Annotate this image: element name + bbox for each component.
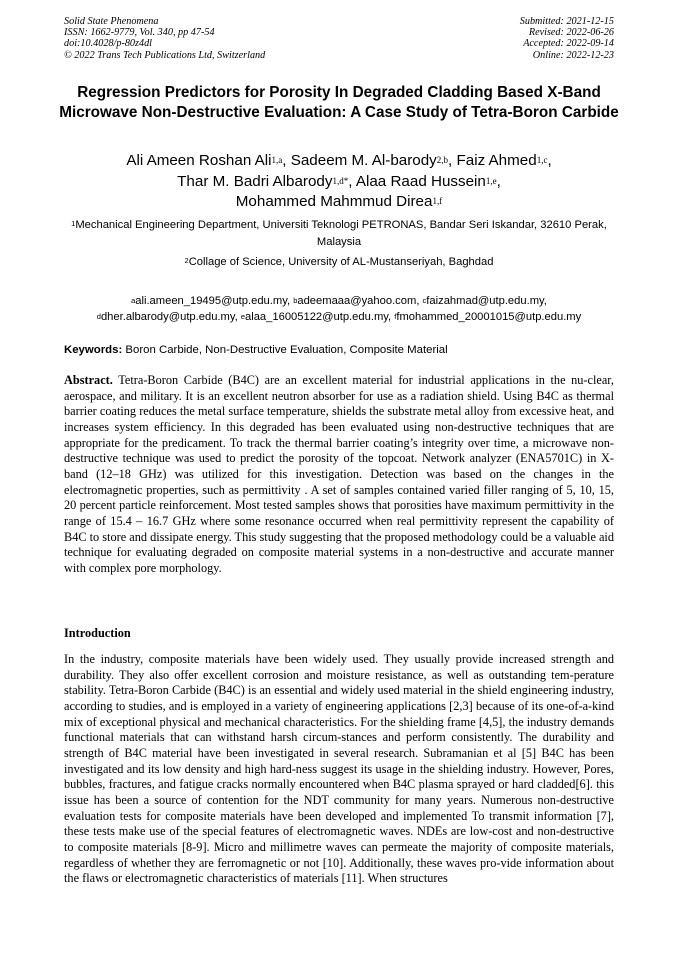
publication-dates [520,16,614,61]
author-affiliation-mark: 1,f [432,196,443,206]
author-affiliation-mark: 1,a [271,155,283,165]
abstract-text: Tetra-Boron Carbide (B4C) are an excellent material for industrial applications in the nu-clear, aerospace, and military. It is an excellent neutron absorber for use as a radiation shield. Using B4C as thermal barrier coating reduces the metal surface temperature, shields the substrate metal alloy from excessive heat, and increases system efficiency. In this degraded has been evaluated using non-destructive techniques that are appropriate for the predicament. To track the thermal barrier coating’s integrity over time, a microwave non-destructive technique was used to predict the porosity of the topcoat. Network analyzer (ENA5701C) in X-band (12–18 GHz) was utilized for this investigation. Detection was based on the changes in the electromagnetic properties, such as permittivity . A set of samples contained varied filler ranging of 5, 10, 15, 20 percent particle reinforcement. Most tested samples shows that porosities have maximum permittivity in the range of 15.4 – 16.7 GHz where some resonance occurred when real permittivity represent the capability of B4C to store and dissipate energy. This study suggesting that the proposed methodology could be a valuable aid technique for evaluating degraded on composite material systems in a non-destructive and accurate manner with complex pore morphology. [64,373,614,575]
author-name: Sadeem M. Al-barody [290,152,437,169]
keywords-label: Keywords: [64,344,123,356]
email-link[interactable]: adeemaaa@yahoo.com [297,295,417,307]
date-accepted: Accepted: 2022-09-14 [523,38,614,50]
introduction-text: In the industry, composite materials have been widely used. They usually provide increased strength and durability. They also offer excellent corrosion and moisture resistance, as well as outstanding tem-perature stability. Tetra-Boron Carbide (B4C) is an essential and widely used material in the shield engineering industry, according to studies, and is employed in a variety of engineering applications [2,3] because of its one-of-a-kind mix of exceptional physical and mechanical characteristics. For the shielding frame [4,5], the industry demands functional materials that can withstand harsh circum-stances and perform consistently. The durability and strength of B4C material have been investigated in several research. Subramanian et al [5] B4C has been investigated and its low density and high hard-ness suggest its usage in the shielding industry. However, Pores, bubbles, fractures, and fatigue cracks normally encountered when B4C plasma sprayed or hard cladded[6]. this issue has been a source of contention for the NDT community for many years. Numerous non-destructive evaluation tests for composite materials have been developed and implemented To transmit information [7], these tests make use of the special features of electromagnetic waves. NDEs are low-cost and non-destructive to composite materials [8-9]. Micro and millimetre waves can permeate the majority of composite materials, regardless of whether they are ferromagnetic or not [10]. Additionally, these waves pro-vide information about the flaws or electromagnetic characteristics of materials [11]. When structures [64,652,614,886]
affiliation-mark: 2 [184,256,189,265]
email-link[interactable]: dher.albarody@utp.edu.my [100,310,235,323]
journal-copyright: © 2022 Trans Tech Publications Ltd, Switzerland [64,49,266,61]
email-link[interactable]: ali.ameen_19495@utp.edu.my [135,295,287,307]
affiliation-mark: 1 [71,219,76,228]
date-online: Online: 2022-12-23 [532,49,614,61]
author-name: Thar M. Badri Albarody [177,172,333,190]
email-mark: b [293,296,298,305]
abstract [64,373,614,577]
author-affiliation-mark: 1,c [536,155,548,165]
author-affiliation-mark: 2,b [436,155,449,165]
author-name: Ali Ameen Roshan Ali [126,152,272,169]
email-link[interactable]: faizahmad@utp.edu.my [426,295,544,307]
date-submitted: Submitted: 2021-12-15 [519,16,614,27]
journal-doi: doi:10.4028/p-80z4dl [64,38,153,50]
author-affiliation-mark: 1,e [485,175,497,186]
date-revised: Revised: 2022-06-26 [528,27,614,39]
author-name: Mohammed Mahmmud Direa [235,193,433,210]
email-mark: c [422,296,427,305]
author-list: Ali Ameen Roshan Ali$^{1,a}$, Sadeem M. Al-barody$^{2,b}$, Faiz Ahmed$^{1,c}$, Thar M. Badri Albarody$^{1,d*}$, Alaa Raad Hussein$^{1,e}$, Mohammed Mahmmud Direa$^{1,f}$ [126,152,552,210]
abstract-label: Abstract. [64,373,113,387]
journal-info [64,16,265,61]
email-mark: a [131,296,136,305]
author-name: Alaa Raad Hussein [355,172,486,190]
affiliation-1 [60,217,618,250]
author-emails: $^a$ali.ameen_19495@utp.edu.my, $^b$adeemaaa@yahoo.com, $^c$faizahmad@utp.edu.my, $^d$dher.albarody@utp.edu.my, $^e$alaa_16005122@utp.edu.my, $^f$fmohammed_20001015@utp.edu.my [96,295,582,323]
email-link[interactable]: fmohammed_20001015@utp.edu.my [396,310,582,323]
section-heading-introduction: Introduction [64,626,131,640]
email-mark: d [96,311,101,321]
email-mark: f [394,311,397,321]
author-affiliation-mark: 1,d* [332,175,349,186]
affiliation-text: Collage of Science, University of AL-Mustanseriyah, Baghdad [188,256,494,268]
keywords-text: Boron Carbide, Non-Destructive Evaluation, Composite Material [125,344,448,356]
journal-issn: ISSN: 1662-9779, Vol. 340, pp 47-54 [64,27,215,39]
affiliation-text: Mechanical Engineering Department, Universiti Teknologi PETRONAS, Bandar Seri Iskandar, 32610 Perak, Malaysia [75,219,607,248]
affiliation-2 [60,254,618,271]
paper-title: Regression Predictors for Porosity In Degraded Cladding Based X-Band Microwave Non-Destructive Evaluation: A Case Study of Tetra-Boron Carbide [59,84,619,121]
author-name: Faiz Ahmed [456,152,537,169]
journal-name: Solid State Phenomena [64,16,159,27]
keywords [64,343,624,357]
email-link[interactable]: alaa_16005122@utp.edu.my [245,310,389,323]
email-mark: e [240,311,245,321]
